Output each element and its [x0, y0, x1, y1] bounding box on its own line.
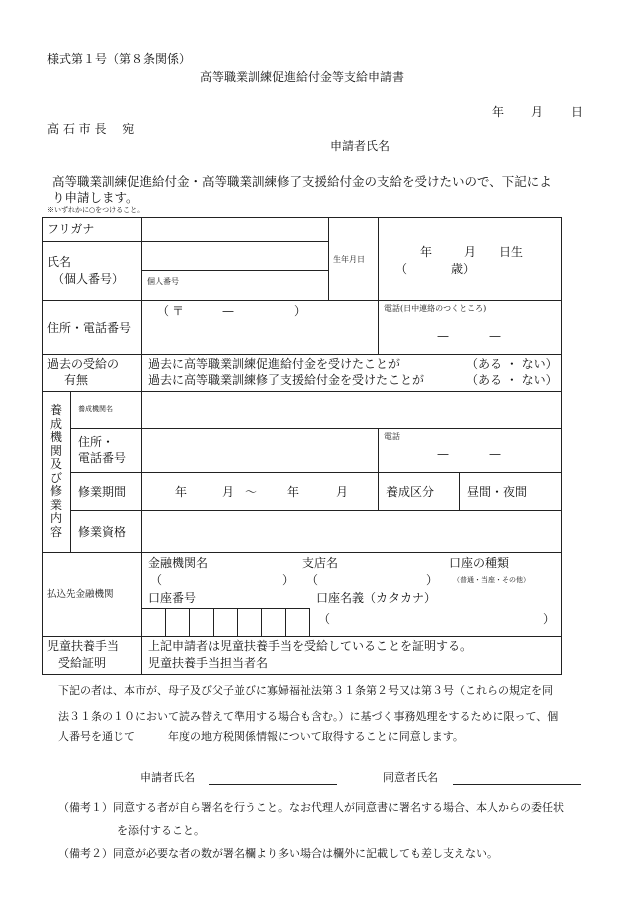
zip-open: （ — [157, 304, 170, 318]
consent-line1: 下記の者は、本市が、母子及び父子並びに寡婦福祉法第３１条第２号又は第３号（これらの規定を同 — [58, 684, 553, 697]
intro-note: ※いずれかに○をつけること。 — [47, 206, 145, 214]
account-holder-open: （ — [318, 612, 331, 626]
zip-close: ） — [294, 304, 307, 318]
past-receipt-line-1: 過去に高等職業訓練促進給付金を受けたことが — [148, 357, 401, 371]
birth-year: 年 — [420, 245, 433, 259]
past-receipt-label-1: 過去の受給の — [47, 357, 120, 371]
past-receipt-choice-2[interactable]: （ある ・ ない） — [466, 373, 558, 387]
account-type-label: 口座の種類 — [449, 556, 510, 570]
branch-open: （ — [306, 573, 319, 587]
name-label: 氏名 — [47, 255, 72, 269]
form-title: 高等職業訓練促進給付金等支給申請書 — [200, 70, 405, 84]
study-period-label: 修業期間 — [78, 485, 127, 499]
applicant-sign-line[interactable] — [209, 784, 337, 785]
personal-number-small-label: 個人番号 — [147, 277, 179, 286]
zip-dash: — — [222, 304, 234, 318]
account-number-label: 口座番号 — [148, 591, 197, 605]
period-end-year: 年 — [287, 485, 300, 499]
note2: （備考２）同意が必要な者の数が署名欄より多い場合は欄外に記載しても差し支えない。 — [58, 847, 498, 860]
account-type-options[interactable]: （普通・当座・その他） — [453, 576, 530, 584]
birth-month: 月 — [464, 245, 477, 259]
account-holder-close: ） — [543, 612, 556, 626]
phone-dash-1: — — [437, 329, 449, 343]
bank-name-open: （ — [150, 573, 163, 587]
child-allowance-line-1: 上記申請者は児童扶養手当を受給していることを証明する。 — [148, 639, 473, 653]
birth-date-label: 生年月日 — [333, 255, 365, 264]
intro-line1: 高等職業訓練促進給付金・高等職業訓練修了支援給付金の支給を受けたいので、下記によ — [52, 174, 552, 189]
day-night-choice[interactable]: 昼間・夜間 — [467, 485, 528, 499]
branch-close: ） — [426, 573, 439, 587]
child-allowance-label-1: 児童扶養手当 — [47, 639, 120, 653]
training-vertical-label: 養 成 機 関 及 び 修 業 内 容 — [49, 403, 62, 539]
branch-label: 支店名 — [302, 556, 339, 570]
daytime-phone-label: 電話(日中連絡のつくところ) — [384, 304, 487, 313]
account-holder-label: 口座名義（カタカナ） — [316, 591, 437, 605]
bank-label: 払込先金融機関 — [47, 589, 114, 600]
zip-mark: 〒 — [172, 304, 185, 318]
intro-line2: り申請します。 — [52, 190, 139, 205]
form-number: 様式第１号（第８条関係） — [47, 52, 192, 66]
bank-name-close: ） — [282, 573, 295, 587]
child-allowance-label-2: 受給証明 — [58, 656, 107, 670]
note1-line2: を添付すること。 — [117, 824, 205, 837]
date-month: 月 — [531, 105, 544, 119]
training-phone-dash-1: — — [437, 447, 449, 461]
applicant-sign-label: 申請者氏名 — [140, 771, 195, 784]
applicant-name-label: 申請者氏名 — [330, 139, 391, 153]
note1-line1: （備考１）同意する者が自ら署名を行うこと。なお代理人が同意書に署名する場合、本人からの委任状 — [58, 801, 564, 814]
addressee: 高 石 市 長 宛 — [47, 122, 135, 136]
past-receipt-line-2: 過去に高等職業訓練修了支援給付金を受けたことが — [148, 373, 425, 387]
furigana-label: フリガナ — [47, 222, 95, 236]
personal-number-label: （個人番号） — [52, 272, 125, 286]
phone-dash-2: — — [489, 329, 501, 343]
consent-line3: 人番号を通じて 年度の地方税関係情報について取得することに同意します。 — [58, 730, 464, 743]
training-phone-dash-2: — — [489, 447, 501, 461]
training-org-name-label: 養成機関名 — [78, 405, 113, 413]
training-address-label-1: 住所・ — [78, 435, 115, 449]
child-allowance-line-2: 児童扶養手当担当者名 — [148, 656, 269, 670]
past-receipt-choice-1[interactable]: （ある ・ ない） — [466, 357, 558, 371]
date-day: 日 — [571, 105, 584, 119]
consent-line2: 法３１条の１０において読み替えて準用する場合も含む。）に基づく事務処理をするために限って、個 — [58, 710, 559, 723]
age-open: （ — [395, 262, 408, 276]
bank-name-label: 金融機関名 — [148, 556, 209, 570]
consenter-sign-label: 同意者氏名 — [383, 771, 438, 784]
past-receipt-label-2: 有無 — [64, 373, 89, 387]
address-phone-label: 住所・電話番号 — [47, 321, 132, 335]
birth-day: 日生 — [499, 245, 524, 259]
period-end-month: 月 — [336, 485, 349, 499]
age-label: 歳） — [451, 262, 476, 276]
period-tilde: ～ — [245, 485, 258, 499]
qualification-label: 修業資格 — [78, 525, 127, 539]
training-phone-label: 電話 — [384, 432, 400, 441]
period-start-month: 月 — [222, 485, 235, 499]
period-start-year: 年 — [175, 485, 188, 499]
training-type-label: 養成区分 — [386, 485, 435, 499]
training-address-label-2: 電話番号 — [78, 451, 127, 465]
consenter-sign-line[interactable] — [453, 784, 581, 785]
date-year: 年 — [492, 105, 505, 119]
